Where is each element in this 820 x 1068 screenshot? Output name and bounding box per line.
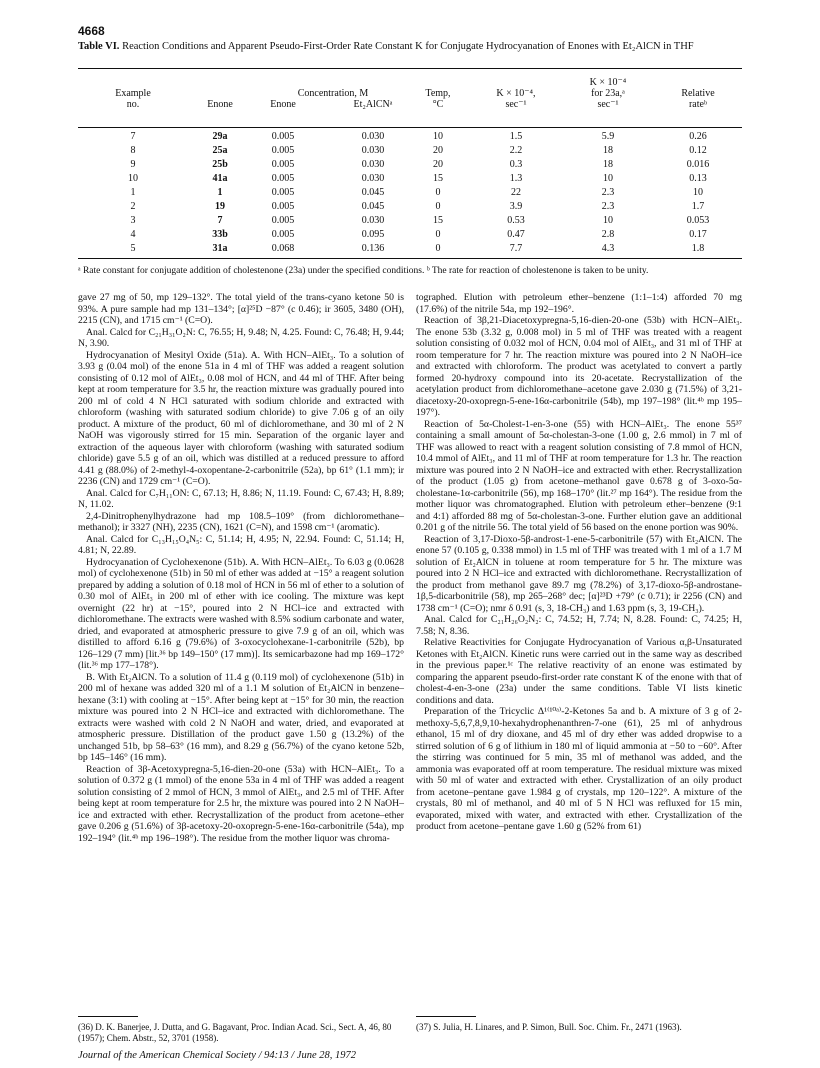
- header-temp-line1: Temp,: [425, 88, 451, 99]
- header-example-line2: no.: [126, 99, 140, 110]
- header-relative-rate: [658, 88, 738, 110]
- table-row: [78, 229, 742, 240]
- cell-k: 7.7: [509, 243, 523, 254]
- cell-enone: 1: [217, 187, 223, 198]
- table-top-rule: [78, 68, 742, 69]
- paragraph: Reaction of 3,17-Dioxo-5β-androst-1-ene-5-carbonitrile (57) with Et₂AlCN. The enone 57 (0.105 g, 0.338 mmol) in 1.5 ml of THF was treated with 1 ml of a 1.7 M solution of Et₂AlCN in toluene at room temperature for 5 hr. The mixture was poured into 2 N HCl–ice and extracted with dichloromethane. Recrystallization of the product from methanol gave 89.7 mg (78.2%) of 3,17-dioxo-5β-androstane-1β,5-dicarbonitrile (58), mp 265–268° dec; [α]²³D +79° (c 0.71); ir 2256 (CN) and 1738 cm⁻¹ (C=O); nmr δ 0.91 (s, 3, 18-CH₃) and 1.63 ppm (s, 3, 19-CH₃).: [416, 533, 742, 614]
- header-rel-line1: Relative: [681, 88, 715, 99]
- header-conc-enone: Enone: [270, 99, 296, 110]
- paragraph: Preparation of the Tricyclic Δ¹⁽¹⁰ᵃ⁾-2-Ketones 5a and b. A mixture of 3 g of 2-methoxy-5,6,7,8,9,10-hexahydrophenanthren-7-one (61), 25 ml of anhydrous ethanol, 15 ml of dry dioxane, and 45 ml of dry ether was added dropwise to a stirred solution of 6 g of lithium in 180 ml of liquid ammonia at −50 to −60°. After the stirring was continued for 5 min, 35 ml of methanol was added, and the ammonia was evaporated off at room temperature. The residual mixture was mixed with 50 ml of water and extracted with ether. Crystallization of an oily product from acetone–pentane gave 1.984 g of crystals, mp 120–122°. A mixture of the crystals, 80 ml of methanol, and 40 ml of 5 N HCl was refluxed for 15 min, evaporated, mixed with water, and extracted with ether. Crystallization of the product from acetone–pentane gave 1.60 g (52% from 61): [416, 706, 742, 832]
- cell-rel: 0.17: [689, 229, 707, 240]
- left-column: [78, 292, 404, 844]
- table-row: [78, 145, 742, 156]
- cell-k: 1.5: [509, 131, 523, 142]
- header-temp-line2: °C: [432, 99, 444, 110]
- cell-c-reagent: 0.030: [361, 145, 385, 156]
- cell-rel: 0.12: [689, 145, 707, 156]
- table-footnote: ᵃ Rate constant for conjugate addition of cholestenone (23a) under the specified conditions. ᵇ The rate for reaction of cholestenone is taken to be unity.: [78, 266, 649, 276]
- header-rel-line2: rateᵇ: [688, 99, 708, 110]
- cell-temp: 10: [433, 131, 443, 142]
- cell-temp: 0: [435, 201, 441, 212]
- cell-k: 1.3: [509, 173, 523, 184]
- cell-c-enone: 0.005: [271, 131, 295, 142]
- cell-c-enone: 0.068: [271, 243, 295, 254]
- footnote-36: (36) D. K. Banerjee, J. Dutta, and G. Bagavant, Proc. Indian Acad. Sci., Sect. A, 46, 80 (1957); Chem. Abstr., 52, 3701 (1958).: [78, 1022, 392, 1043]
- header-k: [476, 88, 556, 110]
- cell-example: 3: [130, 215, 136, 226]
- cell-k23: 2.3: [601, 187, 615, 198]
- cell-k23: 10: [603, 215, 613, 226]
- cell-k23: 2.8: [601, 229, 615, 240]
- cell-k: 0.3: [509, 159, 523, 170]
- paragraph: B. With Et₂AlCN. To a solution of 11.4 g (0.119 mol) of cyclohexenone (51b) in 200 ml of hexane was added 320 ml of a 1.1 M solution of Et₂AlCN in benzene–hexane (3:1) with cooling at −15°. After being kept at −15° for 30 min, the reaction mixture was poured into 2 N HCl–ice and extracted with dichloromethane. The extracts were washed with cold 2 N NaOH and water, dried, and evaporated at atmospheric pressure. Distillation of the product gave 1.50 g (13.2%) of the unchanged 51b, bp 58–63° (16 mm), and 8.29 g (56.7%) of the cyano ketone 52b, bp 145–146° (16 mm).: [78, 671, 404, 763]
- cell-rel: 0.13: [689, 173, 707, 184]
- cell-c-reagent: 0.095: [361, 229, 385, 240]
- paragraph: Anal. Calcd for C₁₃H₁₅O₄N₅: C, 51.14; H, 4.95; N, 22.94. Found: C, 51.14; H, 4.81; N, 22.89.: [78, 533, 404, 556]
- cell-enone: 41a: [212, 173, 228, 184]
- header-example: [98, 88, 168, 110]
- cell-k23: 18: [603, 145, 613, 156]
- paragraph: Reaction of 3β-Acetoxypregna-5,16-dien-20-one (53a) with HCN–AlEt₃. To a solution of 0.372 g (1 mmol) of the enone 53a in 4 ml of THF was added a reagent solution consisting of 2 mmol of HCN, 3 mmol of AlEt₃, and 2.5 ml of THF. After being kept at room temperature for 2.5 hr, the mixture was poured into 2 N NaOH–ice and extracted with ether. Recrystallization of the product from acetone–ether gave 0.206 g (51.6%) of 3β-acetoxy-20-oxopregn-5-ene-16α-carbonitrile (54a), mp 192–194° (lit.⁴ᵇ mp 196–198°). The residue from the mother liquor was chroma-: [78, 763, 404, 844]
- header-concentration: Concentration, M: [297, 88, 369, 99]
- footnote-rule-right: [416, 1016, 476, 1017]
- paragraph: Relative Reactivities for Conjugate Hydrocyanation of Various α,β-Unsaturated Ketones with Et₂AlCN. Kinetic runs were carried out in the same way as described in the previous paper.¹ᶜ The relative reactivity of an enone was estimated by comparing the apparent pseudo-first-order rate constant K of the enone with that of cholest-4-en-3-one (23a) under the same conditions. Table VI lists kinetic conditions and data.: [416, 637, 742, 706]
- footnote-rule-left: [78, 1016, 138, 1017]
- header-temp: [408, 88, 468, 110]
- header-conc-reagent: Et₂AlCNᵃ: [353, 99, 393, 110]
- cell-c-enone: 0.005: [271, 145, 295, 156]
- paragraph: gave 27 mg of 50, mp 129–132°. The total yield of the trans-cyano ketone 50 is 93%. A pure sample had mp 131–134°; [α]²⁵D −87° (c 0.46); ir 3605, 3480 (OH), 2215 (CN), and 1715 cm⁻¹ (C=O).: [78, 292, 404, 326]
- cell-enone: 7: [217, 215, 223, 226]
- header-k23a: [563, 77, 653, 110]
- cell-c-enone: 0.005: [271, 187, 295, 198]
- table-caption: [78, 40, 742, 53]
- cell-temp: 0: [435, 243, 441, 254]
- page-number: 4668: [78, 24, 105, 38]
- table-header-rule: [78, 127, 742, 128]
- table-caption-label: Table VI.: [78, 41, 120, 52]
- cell-example: 8: [130, 145, 136, 156]
- cell-c-reagent: 0.045: [361, 187, 385, 198]
- cell-k: 3.9: [509, 201, 523, 212]
- paragraph: Reaction of 5α-Cholest-1-en-3-one (55) with HCN–AlEt₃. The enone 55³⁷ containing a small amount of 5α-cholestan-3-one (1.00 g, 2.6 mmol) in 7 ml of THF was allowed to react with a reagent solution consisting of 7.8 mmol of HCN, 10.4 mmol of AlEt₃, and 11 ml of THF at room temperature for 1.3 hr. The reaction mixture was poured into 2 N NaOH–ice and extracted with ether. Recrystallization of the product (1.05 g) from acetone–methanol gave 0.678 g of 3-oxo-5α-cholestane-1α-carbonitrile (56), mp 168–170° (lit.²⁷ mp 164°). The residue from the mother liquor was chromatographed. Elution with petroleum ether–benzene (9:1 and 4:1) afforded 88 mg of 5α-cholestan-3-one. Further elution gave an additional 0.201 g of the nitrile 56. The total yield of 56 based on the enone portion was 90%.: [416, 418, 742, 533]
- footnote-37: (37) S. Julia, H. Linares, and P. Simon, Bull. Soc. Chim. Fr., 2471 (1963).: [416, 1022, 682, 1032]
- cell-c-enone: 0.005: [271, 159, 295, 170]
- header-k23a-line2: for 23a,ᵃ: [591, 88, 625, 99]
- cell-c-enone: 0.005: [271, 201, 295, 212]
- cell-rel: 0.016: [686, 159, 710, 170]
- paragraph: Anal. Calcd for C₂₁H₃₁O₂N: C, 76.55; H, 9.48; N, 4.25. Found: C, 76.48; H, 9.44; N, 3.90.: [78, 326, 404, 349]
- table-row: [78, 243, 742, 254]
- cell-temp: 15: [433, 173, 443, 184]
- cell-k: 22: [511, 187, 521, 198]
- cell-c-enone: 0.005: [271, 173, 295, 184]
- cell-example: 7: [130, 131, 136, 142]
- cell-rel: 0.26: [689, 131, 707, 142]
- table-row: [78, 187, 742, 198]
- cell-k23: 18: [603, 159, 613, 170]
- cell-c-enone: 0.005: [271, 229, 295, 240]
- cell-rel: 10: [693, 187, 703, 198]
- journal-footer: Journal of the American Chemical Society / 94:13 / June 28, 1972: [78, 1050, 356, 1061]
- cell-enone: 31a: [212, 243, 228, 254]
- header-k-line2: sec⁻¹: [505, 99, 527, 110]
- cell-example: 5: [130, 243, 136, 254]
- cell-enone: 29a: [212, 131, 228, 142]
- table-row: [78, 215, 742, 226]
- right-column: [416, 292, 742, 833]
- cell-temp: 0: [435, 187, 441, 198]
- cell-enone: 33b: [212, 229, 228, 240]
- cell-k: 0.47: [507, 229, 525, 240]
- paragraph: Hydrocyanation of Mesityl Oxide (51a). A. With HCN–AlEt₃. To a solution of 3.93 g (0.04 mol) of the enone 51a in 4 ml of THF was added a reagent solution consisting of 0.12 mol of AlEt₃, 0.08 mol of HCN, and 44 ml of THF. After being kept at room temperature for 3.5 hr, the reaction mixture was gradually poured into 200 ml of cold 4 N HCl saturated with sodium chloride and extracted with chloroform (washing with saturated sodium chloride) to give 7.06 g of an oily product. A mixture of the product, 60 ml of dichloromethane, and 30 ml of 2 N NaOH was vigorously stirred for 15 min. Separation of the organic layer and extraction of the aqueous layer with chloroform (washing with saturated sodium chloride) gave 5.5 g of an oil, which was distilled at a reduced pressure to afford 4.41 g (88.0%) of 2-methyl-4-oxopentane-2-carbonitrile (52a), bp 61° (1.1 mm); ir 2236 (CN) and 1729 cm⁻¹ (C=O).: [78, 349, 404, 487]
- cell-example: 10: [128, 173, 138, 184]
- cell-rel: 1.8: [691, 243, 705, 254]
- header-k-line1: K × 10⁻⁴,: [496, 88, 536, 99]
- paragraph: Anal. Calcd for C₂₁H₂₆O₂N₂: C, 74.52; H, 7.74; N, 8.28. Found: C, 74.25; H, 7.58; N, 8.36.: [416, 614, 742, 637]
- cell-c-reagent: 0.030: [361, 215, 385, 226]
- cell-k23: 4.3: [601, 243, 615, 254]
- cell-k: 0.53: [507, 215, 525, 226]
- cell-temp: 0: [435, 229, 441, 240]
- cell-enone: 25b: [212, 159, 228, 170]
- table-row: [78, 159, 742, 170]
- cell-example: 9: [130, 159, 136, 170]
- cell-temp: 15: [433, 215, 443, 226]
- cell-c-enone: 0.005: [271, 215, 295, 226]
- cell-k23: 5.9: [601, 131, 615, 142]
- cell-example: 1: [130, 187, 136, 198]
- cell-temp: 20: [433, 159, 443, 170]
- table-row: [78, 201, 742, 212]
- cell-enone: 25a: [212, 145, 228, 156]
- cell-c-reagent: 0.030: [361, 159, 385, 170]
- cell-example: 2: [130, 201, 136, 212]
- cell-c-reagent: 0.045: [361, 201, 385, 212]
- header-example-line1: Example: [115, 88, 151, 99]
- paragraph: tographed. Elution with petroleum ether–benzene (1:1–1:4) afforded 70 mg (17.6%) of the nitrile 54a, mp 192–196°.: [416, 292, 742, 315]
- cell-c-reagent: 0.030: [361, 131, 385, 142]
- header-enone: Enone: [207, 99, 233, 110]
- cell-enone: 19: [215, 201, 225, 212]
- cell-c-reagent: 0.030: [361, 173, 385, 184]
- cell-example: 4: [130, 229, 136, 240]
- cell-k23: 2.3: [601, 201, 615, 212]
- paragraph: Hydrocyanation of Cyclohexenone (51b). A. With HCN–AlEt₃. To 6.03 g (0.0628 mol) of cyclohexenone (51b) in 50 ml of ether was added at −15° a reagent solution prepared by adding a solution of 0.18 mol of HCN in 56 ml of ether to a solution of 0.30 mol of AlEt₃ in 200 ml of ether with ice cooling. The mixture was kept overnight (22 hr) at −15°, poured into 2 N HCl–ice and extracted with dichloromethane. The extracts were washed with 8.5% sodium carbonate and water, dried, and evaporated at atmospheric pressure to give 7.9 g of an oil, which was distilled to afford 6.16 g (79.6%) of 3-oxocyclohexane-1-carbonitrile (52b), bp 126–129 (7 mm) [lit.³⁶ bp 149–150° (17 mm)]. Its semicarbazone had mp 169–172° (lit.³⁶ mp 177–178°).: [78, 556, 404, 671]
- cell-c-reagent: 0.136: [361, 243, 385, 254]
- header-k23a-line1: K × 10⁻⁴: [589, 77, 627, 88]
- cell-k: 2.2: [509, 145, 523, 156]
- table-caption-text: Reaction Conditions and Apparent Pseudo-First-Order Rate Constant K for Conjugate Hydrocyanation of Enones with Et₂AlCN in THF: [122, 41, 694, 52]
- table-row: [78, 173, 742, 184]
- cell-rel: 0.053: [686, 215, 710, 226]
- paragraph: Reaction of 3β,21-Diacetoxypregna-5,16-dien-20-one (53b) with HCN–AlEt₃. The enone 53b (3.32 g, 0.008 mol) in 5 ml of THF was treated with a reagent solution consisting of 0.032 mol of HCN, 0.04 mol of AlEt₃, and 31 ml of THF at room temperature for 7 hr. The reaction mixture was poured into 2 N NaOH–ice and extracted with chloroform. The product was acetylated to convert a partly formed 20-hydroxy compound into its 20-acetate. Recrystallization of the acetylation product from dichloromethane–acetone gave 2.030 g (71.5%) of 3,21-diacetoxy-20-oxopregn-5-ene-16α-carbonitrile (54b), mp 197–198° (lit.⁴ᵇ mp 195–197°).: [416, 315, 742, 418]
- paragraph: 2,4-Dinitrophenylhydrazone had mp 108.5–109° (from dichloromethane–methanol); ir 3327 (NH), 2235 (CN), 1621 (C=N), and 1598 cm⁻¹ (aromatic).: [78, 510, 404, 533]
- paragraph: Anal. Calcd for C₇H₁₁ON: C, 67.13; H, 8.86; N, 11.19. Found: C, 67.43; H, 8.89; N, 11.02.: [78, 487, 404, 510]
- table-bottom-rule: [78, 258, 742, 259]
- cell-rel: 1.7: [691, 201, 705, 212]
- cell-k23: 10: [603, 173, 613, 184]
- table-row: [78, 131, 742, 142]
- cell-temp: 20: [433, 145, 443, 156]
- header-k23a-line3: sec⁻¹: [597, 99, 619, 110]
